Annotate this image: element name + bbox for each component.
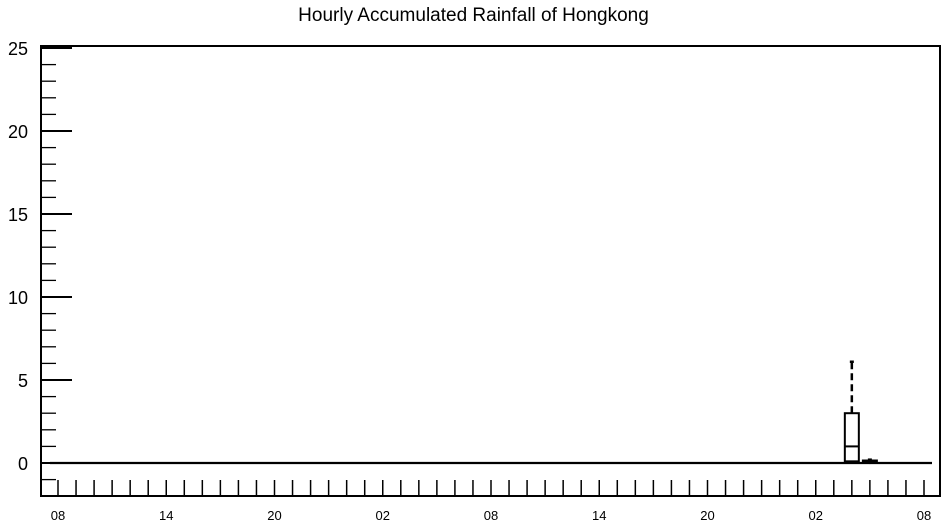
x-tick-label: 02	[375, 508, 390, 523]
x-tick-label: 20	[700, 508, 715, 523]
x-tick-label: 08	[50, 508, 66, 523]
y-tick-label: 0	[17, 454, 28, 474]
x-tick-label: 08	[916, 508, 932, 523]
x-tick-label: 14	[592, 508, 607, 523]
data-series	[50, 362, 932, 463]
x-tick-label: 02	[808, 508, 823, 523]
y-tick-label: 15	[7, 205, 28, 225]
x-tick-label: 20	[267, 508, 282, 523]
x-tick-label: 14	[159, 508, 174, 523]
box-body	[845, 413, 859, 461]
plot-frame	[41, 46, 940, 496]
y-axis	[8, 39, 72, 480]
x-axis	[51, 480, 931, 523]
chart-title: Hourly Accumulated Rainfall of Hongkong	[298, 5, 649, 26]
x-tick-label: 08	[483, 508, 499, 523]
y-tick-label: 20	[7, 122, 28, 142]
y-tick-label: 10	[7, 288, 28, 308]
y-tick-label: 5	[17, 371, 28, 391]
y-tick-label: 25	[7, 39, 28, 59]
